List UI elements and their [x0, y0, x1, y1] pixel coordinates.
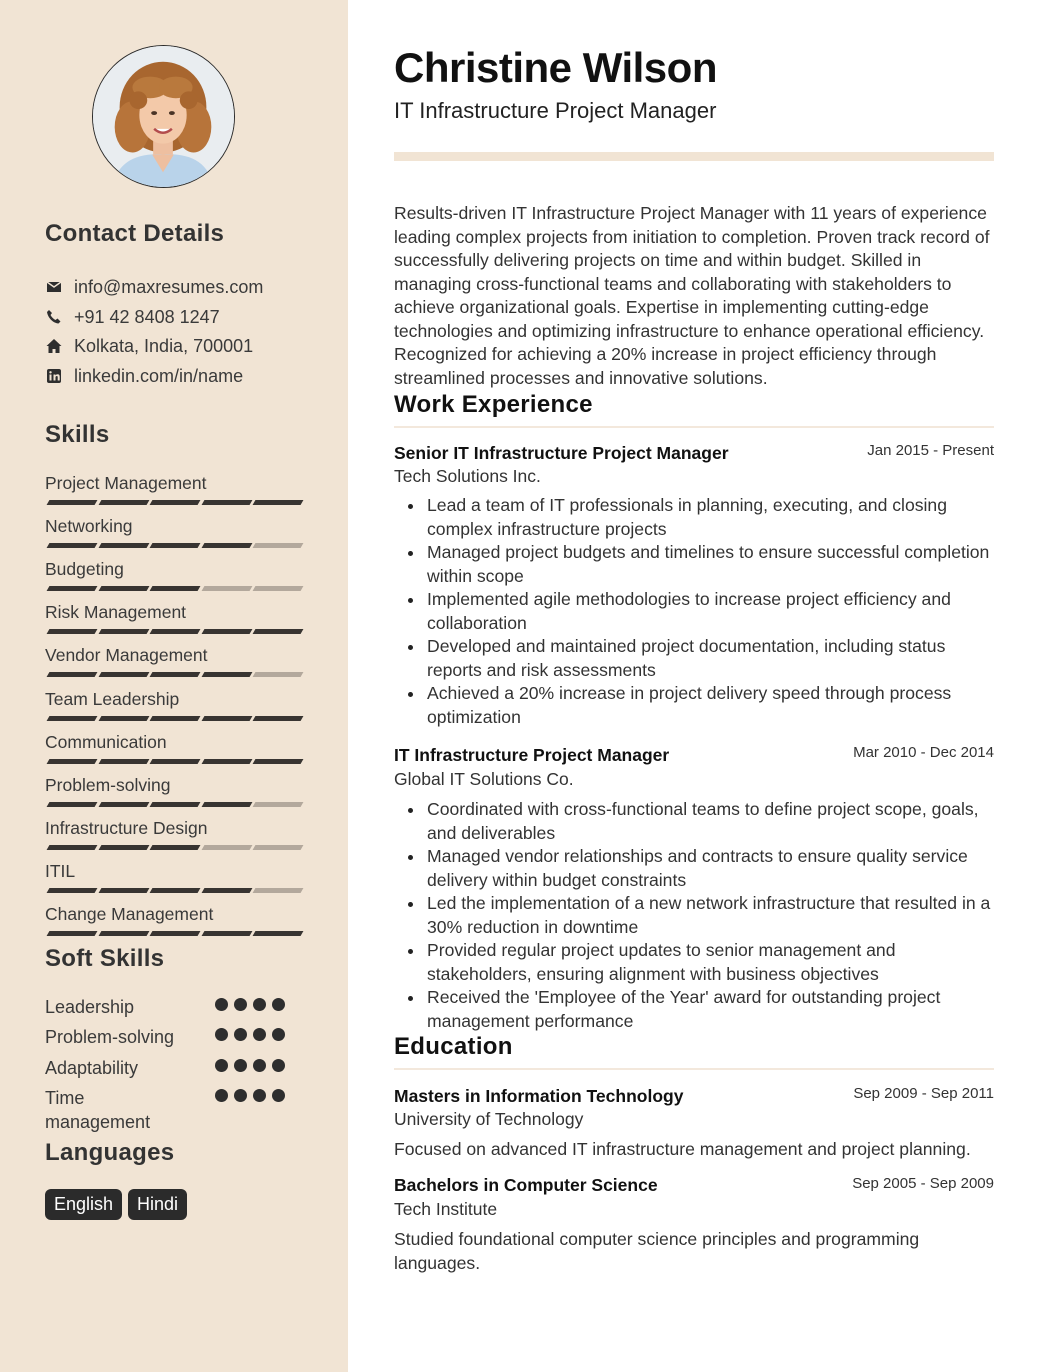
- soft-skill-name: Problem-solving: [45, 1027, 175, 1047]
- soft-skill-item: [45, 1056, 295, 1080]
- list-item: Led the implementation of a new network infrastructure that resulted in a 30% reduction in downtime: [394, 892, 994, 939]
- skill-item: [45, 688, 303, 710]
- skill-level-segment: [47, 888, 98, 893]
- skill-level-segment: [98, 543, 149, 548]
- skill-level-bar: [45, 672, 301, 678]
- skills-heading: Skills: [45, 421, 110, 448]
- skill-level-bar: [45, 888, 301, 894]
- skill-level-segment: [150, 672, 201, 677]
- job-company-2: Global IT Solutions Co.: [394, 769, 574, 789]
- contact-linkedin[interactable]: [45, 364, 243, 388]
- rating-dot: [272, 1089, 285, 1102]
- avatar: [92, 45, 235, 188]
- list-item: Achieved a 20% increase in project delivery speed through process optimization: [394, 682, 994, 729]
- envelope-icon: [45, 278, 63, 296]
- soft-skill-rating: [213, 1089, 293, 1105]
- skill-name: Vendor Management: [45, 645, 208, 666]
- skill-level-segment: [98, 716, 149, 721]
- skill-level-bar: [45, 931, 301, 937]
- languages-heading: Languages: [45, 1139, 175, 1166]
- rating-dot: [272, 998, 285, 1011]
- education-degree-2: Bachelors in Computer Science: [394, 1175, 658, 1195]
- skill-level-segment: [253, 716, 304, 721]
- education-description-2: Studied foundational computer science principles and programming languages.: [394, 1229, 920, 1273]
- skill-level-segment: [98, 672, 149, 677]
- skill-name: Budgeting: [45, 559, 124, 580]
- skill-level-segment: [98, 586, 149, 591]
- skill-level-segment: [150, 802, 201, 807]
- skill-level-segment: [150, 629, 201, 634]
- job-bullets-2: [394, 798, 994, 1033]
- skill-item: [45, 817, 303, 839]
- skill-level-segment: [253, 629, 304, 634]
- skill-item: [45, 515, 303, 537]
- education-dates-1: Sep 2009 - Sep 2011: [853, 1085, 994, 1102]
- list-item: Received the 'Employee of the Year' award for outstanding project management performance: [394, 986, 994, 1033]
- soft-skills-heading: Soft Skills: [45, 945, 165, 972]
- skill-name: ITIL: [45, 860, 76, 881]
- skill-level-segment: [201, 716, 252, 721]
- contact-heading: Contact Details: [45, 220, 225, 247]
- contact-email[interactable]: [45, 275, 263, 299]
- skill-level-segment: [150, 586, 201, 591]
- section-divider: [394, 426, 994, 428]
- skill-level-segment: [201, 888, 252, 893]
- contact-email-text: info@maxresumes.com: [74, 276, 264, 297]
- skill-name: Problem-solving: [45, 774, 171, 795]
- skill-level-segment: [47, 931, 98, 936]
- list-item: Lead a team of IT professionals in planning, executing, and closing complex infrastructure projects: [394, 494, 994, 541]
- rating-dot: [253, 1028, 266, 1041]
- rating-dot: [253, 1059, 266, 1072]
- skill-level-bar: [45, 586, 301, 592]
- soft-skill-item: [45, 1086, 295, 1134]
- skill-level-segment: [201, 672, 252, 677]
- skill-level-bar: [45, 716, 301, 722]
- list-item: Coordinated with cross-functional teams to define project scope, goals, and deliverables: [394, 798, 994, 845]
- rating-dot: [253, 998, 266, 1011]
- skill-level-segment: [253, 672, 304, 677]
- skill-level-segment: [150, 759, 201, 764]
- skill-level-segment: [253, 845, 304, 850]
- skill-level-bar: [45, 629, 301, 635]
- skill-level-segment: [47, 500, 98, 505]
- header-divider: [394, 152, 994, 161]
- skill-level-segment: [150, 931, 201, 936]
- skill-level-segment: [201, 759, 252, 764]
- skill-name: Networking: [45, 516, 133, 537]
- contact-phone[interactable]: [45, 305, 220, 329]
- soft-skill-rating: [213, 1059, 293, 1075]
- skill-level-segment: [47, 759, 98, 764]
- contact-address-text: Kolkata, India, 700001: [74, 335, 254, 356]
- professional-summary: Results-driven IT Infrastructure Project Manager with 11 years of experience leading complex projects from initiation to completion. Proven track record of successfully delivering projects on time and within budget. Skilled in managing cross-functional teams and collaborating with stakeholders to achieve organizational goals. Expertise in implementing cutting-edge technologies and optimizing infrastructure to enhance operational efficiency. Recognized for achieving a 20% increase in project efficiency through streamlined processes and innovative solutions.: [394, 203, 990, 388]
- profile-photo: [93, 46, 234, 187]
- rating-dot: [234, 1028, 247, 1041]
- contact-address: [45, 334, 253, 358]
- sidebar: [0, 0, 348, 1372]
- section-divider: [394, 1068, 994, 1070]
- job-company-1: Tech Solutions Inc.: [394, 466, 541, 486]
- skill-level-segment: [201, 802, 252, 807]
- soft-skill-name: Leadership: [45, 997, 135, 1017]
- soft-skill-rating: [213, 998, 293, 1014]
- linkedin-icon: [45, 367, 63, 385]
- skill-level-segment: [98, 500, 149, 505]
- skill-level-segment: [47, 716, 98, 721]
- language-badge-english: English: [45, 1189, 122, 1220]
- education-school-1: University of Technology: [394, 1109, 584, 1129]
- skill-level-segment: [47, 672, 98, 677]
- skill-level-segment: [47, 629, 98, 634]
- skill-level-segment: [47, 802, 98, 807]
- skill-level-segment: [201, 931, 252, 936]
- skill-level-segment: [150, 716, 201, 721]
- list-item: Developed and maintained project documentation, including status reports and risk assessments: [394, 635, 994, 682]
- skill-item: [45, 860, 303, 882]
- rating-dot: [272, 1059, 285, 1072]
- education-description-1: Focused on advanced IT infrastructure management and project planning.: [394, 1139, 971, 1159]
- education-dates-2: Sep 2005 - Sep 2009: [852, 1175, 994, 1192]
- skill-level-bar: [45, 802, 301, 808]
- skill-level-segment: [253, 586, 304, 591]
- skill-level-segment: [98, 759, 149, 764]
- skill-level-segment: [98, 888, 149, 893]
- skill-level-segment: [201, 845, 252, 850]
- rating-dot: [215, 1089, 228, 1102]
- skill-name: Risk Management: [45, 602, 187, 623]
- skill-name: Project Management: [45, 473, 207, 493]
- list-item: Managed project budgets and timelines to ensure successful completion within scope: [394, 541, 994, 588]
- skill-level-segment: [201, 629, 252, 634]
- skill-level-segment: [150, 888, 201, 893]
- rating-dot: [215, 1028, 228, 1041]
- home-icon: [45, 337, 63, 355]
- job-dates-2: Mar 2010 - Dec 2014: [853, 744, 994, 761]
- skill-level-segment: [253, 802, 304, 807]
- soft-skill-name: Time management: [45, 1088, 151, 1132]
- skill-item: [45, 903, 303, 925]
- skill-item: [45, 774, 303, 796]
- rating-dot: [234, 998, 247, 1011]
- skill-level-segment: [150, 845, 201, 850]
- contact-linkedin-text: linkedin.com/in/name: [74, 365, 244, 386]
- soft-skill-rating: [213, 1028, 293, 1044]
- skill-level-segment: [98, 802, 149, 807]
- education-heading: Education: [394, 1033, 513, 1060]
- skill-item: [45, 731, 303, 753]
- skill-level-segment: [253, 543, 304, 548]
- skill-level-bar: [45, 500, 301, 506]
- skill-level-segment: [98, 931, 149, 936]
- rating-dot: [215, 998, 228, 1011]
- language-badge-hindi: Hindi: [128, 1189, 187, 1220]
- work-experience-heading: Work Experience: [394, 391, 593, 418]
- phone-icon: [45, 308, 63, 326]
- main-content: [348, 0, 1040, 1372]
- rating-dot: [234, 1089, 247, 1102]
- skill-name: Communication: [45, 731, 167, 752]
- rating-dot: [272, 1028, 285, 1041]
- education-degree-1: Masters in Information Technology: [394, 1086, 684, 1106]
- skill-level-segment: [47, 586, 98, 591]
- rating-dot: [234, 1059, 247, 1072]
- skill-level-segment: [253, 500, 304, 505]
- skill-level-segment: [47, 845, 98, 850]
- candidate-title: IT Infrastructure Project Manager: [394, 98, 717, 123]
- list-item: Implemented agile methodologies to increase project efficiency and collaboration: [394, 588, 994, 635]
- skill-level-segment: [47, 543, 98, 548]
- skill-level-segment: [253, 931, 304, 936]
- list-item: Provided regular project updates to senior management and stakeholders, ensuring alignment with business objectives: [394, 939, 994, 986]
- skill-level-segment: [201, 586, 252, 591]
- skill-level-segment: [98, 845, 149, 850]
- soft-skill-item: [45, 995, 295, 1019]
- skill-level-segment: [98, 629, 149, 634]
- skill-level-segment: [150, 543, 201, 548]
- skill-level-segment: [253, 759, 304, 764]
- rating-dot: [253, 1089, 266, 1102]
- skill-item: [45, 472, 303, 494]
- job-bullets-1: [394, 494, 994, 729]
- contact-phone-text: +91 42 8408 1247: [74, 306, 220, 327]
- education-school-2: Tech Institute: [394, 1199, 498, 1219]
- soft-skill-name: Adaptability: [45, 1058, 139, 1078]
- job-title-2: IT Infrastructure Project Manager: [394, 745, 670, 765]
- skill-name: Infrastructure Design: [45, 817, 208, 838]
- rating-dot: [215, 1059, 228, 1072]
- skill-level-bar: [45, 543, 301, 549]
- soft-skill-item: [45, 1025, 295, 1049]
- skill-name: Team Leadership: [45, 688, 180, 709]
- skill-level-segment: [253, 888, 304, 893]
- skill-level-bar: [45, 845, 301, 851]
- skill-level-segment: [150, 500, 201, 505]
- skill-item: [45, 601, 303, 623]
- list-item: Managed vendor relationships and contracts to ensure quality service delivery within budget constraints: [394, 845, 994, 892]
- job-dates-1: Jan 2015 - Present: [867, 442, 994, 459]
- skill-level-segment: [201, 500, 252, 505]
- skill-level-bar: [45, 759, 301, 765]
- skill-level-segment: [201, 543, 252, 548]
- skill-name: Change Management: [45, 904, 214, 924]
- skill-item: [45, 558, 303, 580]
- job-title-1: Senior IT Infrastructure Project Manager: [394, 443, 729, 463]
- skill-item: [45, 644, 303, 666]
- candidate-name: Christine Wilson: [394, 44, 717, 91]
